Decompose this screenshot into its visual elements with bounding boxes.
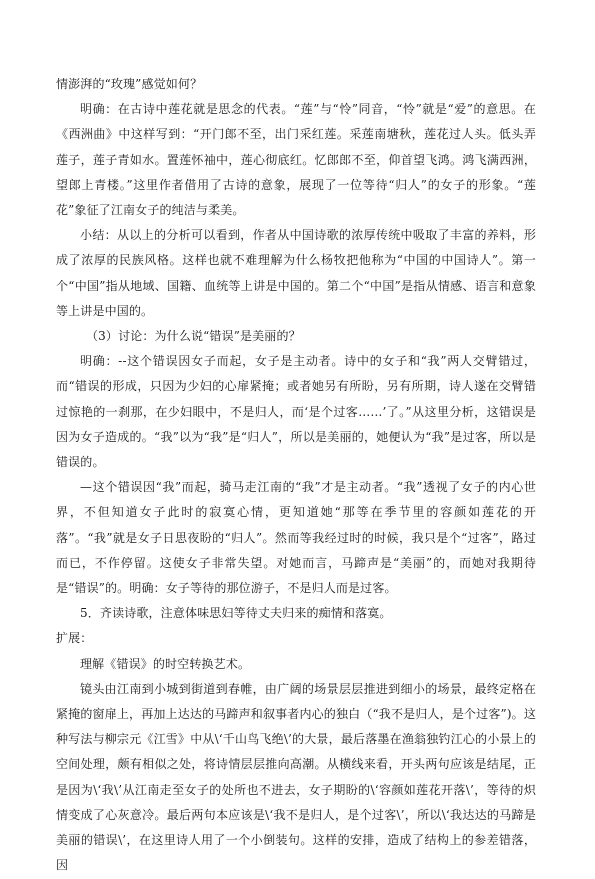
document-body <box>56 72 536 879</box>
paragraph-intro-question: 情澎湃的“玫瑰”感觉如何？ <box>56 77 203 91</box>
paragraph-lotus-explanation: 明确：在古诗中莲花就是思念的代表。“莲”与“怜”同音，“怜”就是“爱”的意思。在《西洲曲》中这样写到：“开门郎不至，出门采红莲。采莲南塘秋，莲花过人头。低头弄莲子，莲子青如水。置莲怀袖中，莲心彻底红。忆郎郎不至，仰首望飞鸿。鸿飞满西洲，望郎上青楼。”这里作者借用了古诗的意象，展现了一位等待“归人”的女子的形象。“莲花”象征了江南女子的纯洁与柔美。 <box>56 102 536 218</box>
paragraph-extension-heading: 扩展： <box>56 631 93 646</box>
paragraph-time-space-analysis: 镜头由江南到小城到街道到春帷，由广阔的场景层层推进到细小的场景，最终定格在紧掩的窗扉上，再加上达达的马蹄声和叙事者内心的独白（“我不是归人，是个过客”)。这种写法与柳宗元《江雪》中从\‘千山鸟飞绝\’的大景，最后落墨在渔翁独钓江心的小景上的空间处理，颇有相似之处，将诗情层层推向高潮。从横线来看，开头两句应该是结尾，正是因为\‘我\’从江南走至女子的处所也不进去，女子期盼的\‘容颜如莲花开落\’，等待的炽情变成了心灰意冷。最后两句本应该是\‘我不是归人，是个过客\’，所以\‘我达达的马蹄是美丽的错误\’，在这里诗人用了一个小倒装句。这样的安排，造成了结构上的参差错落，因 <box>56 681 536 873</box>
paragraph-extension-topic: 理解《错误》的时空转换艺术。 <box>80 656 251 671</box>
paragraph-reading-task: 5．齐读诗歌，注意体味思妇等待丈夫归来的痴情和落寞。 <box>80 606 392 621</box>
paragraph-clarification-me: —这个错误因“我”而起，骑马走江南的“我”才是主动者。“我”透视了女子的内心世界，不但知道女子此时的寂寞心情，更知道她“那等在季节里的容颜如莲花的开落”。“我”就是女子日思夜盼的“归人”。然而等我经过时的时候，我只是个“过客”，路过而已，不作停留。这使女子非常失望。对她而言，马蹄声是“美丽”的，而她对我期待是“错误”的。明确：女子等待的那位游子，不是归人而是过客。 <box>56 480 536 596</box>
paragraph-summary: 小结：从以上的分析可以看到，作者从中国诗歌的浓厚传统中吸取了丰富的养料，形成了浓厚的民族风格。这样也就不难理解为什么杨牧把他称为“中国的中国诗人”。第一个“中国”指从地域、国籍、血统等上讲是中国的。第二个“中国”是指从情感、语言和意象等上讲是中国的。 <box>56 228 536 318</box>
paragraph-clarification-woman: 明确：--这个错误因女子而起，女子是主动者。诗中的女子和“我”两人交臂错过，而“错误的形成，只因为少妇的心扉紧掩；或者她另有所盼，另有所期，诗人遂在交臂错过惊艳的一刹那，在少妇眼中，不是归人，而‘是个过客……’了。”从这里分析，这错误是因为女子造成的。“我”以为“我”是“归人”，所以是美丽的，她便认为“我”是过客，所以是错误的。 <box>56 354 536 470</box>
paragraph-discussion-heading: （3）讨论：为什么说“错误”是美丽的？ <box>86 329 301 344</box>
